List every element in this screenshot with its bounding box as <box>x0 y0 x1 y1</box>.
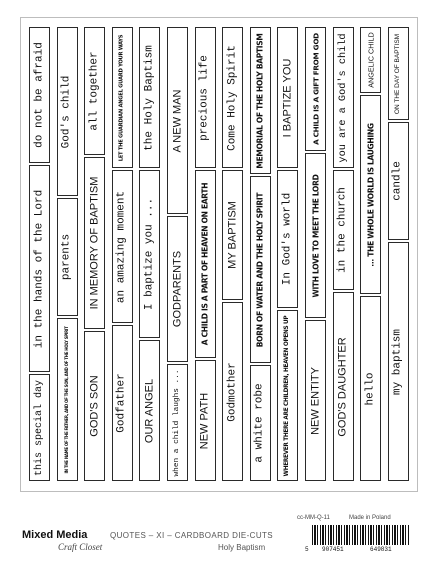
quote-text: NEW PATH <box>198 392 211 449</box>
quote-strip <box>388 27 409 120</box>
quote-text: MY BAPTISM <box>226 201 239 269</box>
quote-text: an amazing moment <box>115 190 128 303</box>
quote-text: OUR ANGEL <box>143 378 156 443</box>
quote-text: In God's world <box>281 192 294 286</box>
brand-logo-subtext: Craft Closet <box>58 542 103 552</box>
product-code: cc-MM-Q-11 <box>297 515 330 521</box>
product-title: QUOTES – XI – CARDBOARD DIE-CUTS <box>110 531 274 540</box>
quote-text: Godmother <box>226 361 239 422</box>
brand-logo: Mixed Media <box>22 529 88 541</box>
quote-strip <box>360 95 381 294</box>
origin-label: Made in Poland <box>349 515 391 521</box>
die-cut-sheet <box>20 17 418 492</box>
quote-strip <box>277 27 298 168</box>
quote-strip <box>57 318 78 481</box>
quote-strip <box>29 374 50 481</box>
quote-text: you are a God's child <box>336 32 349 163</box>
quote-strip <box>139 340 160 481</box>
quote-strip <box>360 27 381 93</box>
quote-text: hello <box>364 371 377 406</box>
quote-text: ... THE WHOLE WORLD IS LAUGHING <box>365 122 375 267</box>
quote-strip <box>195 27 216 168</box>
quote-text: the Holy Baptism <box>143 44 156 151</box>
quote-strip <box>250 27 271 174</box>
quote-text: WITH LOVE TO MEET THE LORD <box>310 173 320 298</box>
quote-text: I baptize you ... <box>143 197 156 311</box>
quote-text: Godfather <box>115 373 128 433</box>
quote-text: MEMORIAL OF THE HOLY BAPTISM <box>255 32 265 169</box>
quote-text: in the hands of the Lord <box>33 189 45 348</box>
quote-text: this special day <box>33 379 45 476</box>
quote-text: A CHILD IS A GIFT FROM GOD <box>310 33 320 145</box>
quote-text: ANGELIC CHILD <box>366 32 376 88</box>
quote-strip <box>112 27 133 168</box>
quote-text: WHEREVER THERE ARE CHILDREN, HEAVEN OPENS UP <box>284 315 291 476</box>
quote-text: a white robe <box>253 383 266 463</box>
quote-strip <box>277 170 298 308</box>
quote-strip <box>222 27 243 168</box>
quote-text: do not be afraid <box>33 42 45 148</box>
quote-strip <box>195 360 216 481</box>
quote-text: Come Holy Spirit <box>226 44 239 151</box>
quote-strip <box>167 27 188 214</box>
quote-text: NEW ENTITY <box>309 366 321 435</box>
quote-strip <box>57 198 78 316</box>
quote-text: God's child <box>60 75 73 148</box>
quote-strip <box>388 242 409 481</box>
barcode-digit-b: 907451 <box>322 546 344 553</box>
quote-strip <box>139 27 160 168</box>
quote-strip <box>112 325 133 481</box>
quote-strip <box>195 170 216 358</box>
quote-text: parents <box>60 233 73 281</box>
quote-strip <box>84 27 105 155</box>
quote-text: LET THE GUARDIAN ANGEL GUARD YOUR WAYS <box>118 34 125 161</box>
quote-text: candle <box>391 161 404 201</box>
quote-strip <box>84 331 105 481</box>
quote-text: IN MEMORY OF BAPTISM <box>88 176 101 310</box>
quote-strip <box>333 292 354 481</box>
quote-text: IN THE NAME OF THE FATHER, AND OF THE SON, AND OF THE HOLY SPIRIT <box>64 325 70 474</box>
quote-strip <box>250 176 271 363</box>
quote-text: when a child laughs ... <box>172 369 181 476</box>
quote-strip <box>112 170 133 323</box>
quote-text: in the church <box>336 187 349 273</box>
quote-strip <box>57 27 78 196</box>
quote-strip <box>222 302 243 481</box>
quote-text: my baptism <box>391 328 404 395</box>
quote-text: all together <box>88 51 101 131</box>
quote-text: GOD'S SON <box>88 375 101 437</box>
quote-strip <box>29 165 50 372</box>
quote-strip <box>277 310 298 481</box>
quote-strip <box>305 153 326 318</box>
quote-strip <box>29 27 50 163</box>
quote-text: GOD'S DAUGHTER <box>336 336 349 437</box>
quote-strip <box>167 216 188 362</box>
quote-text: BORN OF WATER AND THE HOLY SPIRIT <box>255 192 265 347</box>
packaging-footer <box>0 490 428 570</box>
quote-text: A CHILD IS A PART OF HEAVEN ON EARTH <box>200 182 210 346</box>
quote-strip <box>333 27 354 168</box>
quote-text: A NEW MAN <box>171 89 183 152</box>
barcode-digit-c: 649831 <box>370 546 392 553</box>
quote-strip <box>84 157 105 329</box>
barcode-digit-a: 5 <box>305 546 309 553</box>
barcode-icon <box>312 525 410 545</box>
quote-text: ON THE DAY OF BAPTISM <box>394 33 402 114</box>
quote-strip <box>333 170 354 290</box>
quote-strip <box>305 27 326 151</box>
quote-strip <box>139 170 160 338</box>
quote-strip <box>250 365 271 481</box>
quote-strip <box>222 170 243 300</box>
quote-strip <box>305 320 326 481</box>
product-subtitle: Holy Baptism <box>218 543 266 552</box>
quote-text: I BAPTIZE YOU <box>281 58 294 137</box>
quote-strip <box>360 296 381 481</box>
quote-text: GODPARENTS <box>171 250 183 328</box>
quote-text: precious life <box>198 54 211 141</box>
quote-strip <box>388 122 409 240</box>
quote-strip <box>167 364 188 481</box>
